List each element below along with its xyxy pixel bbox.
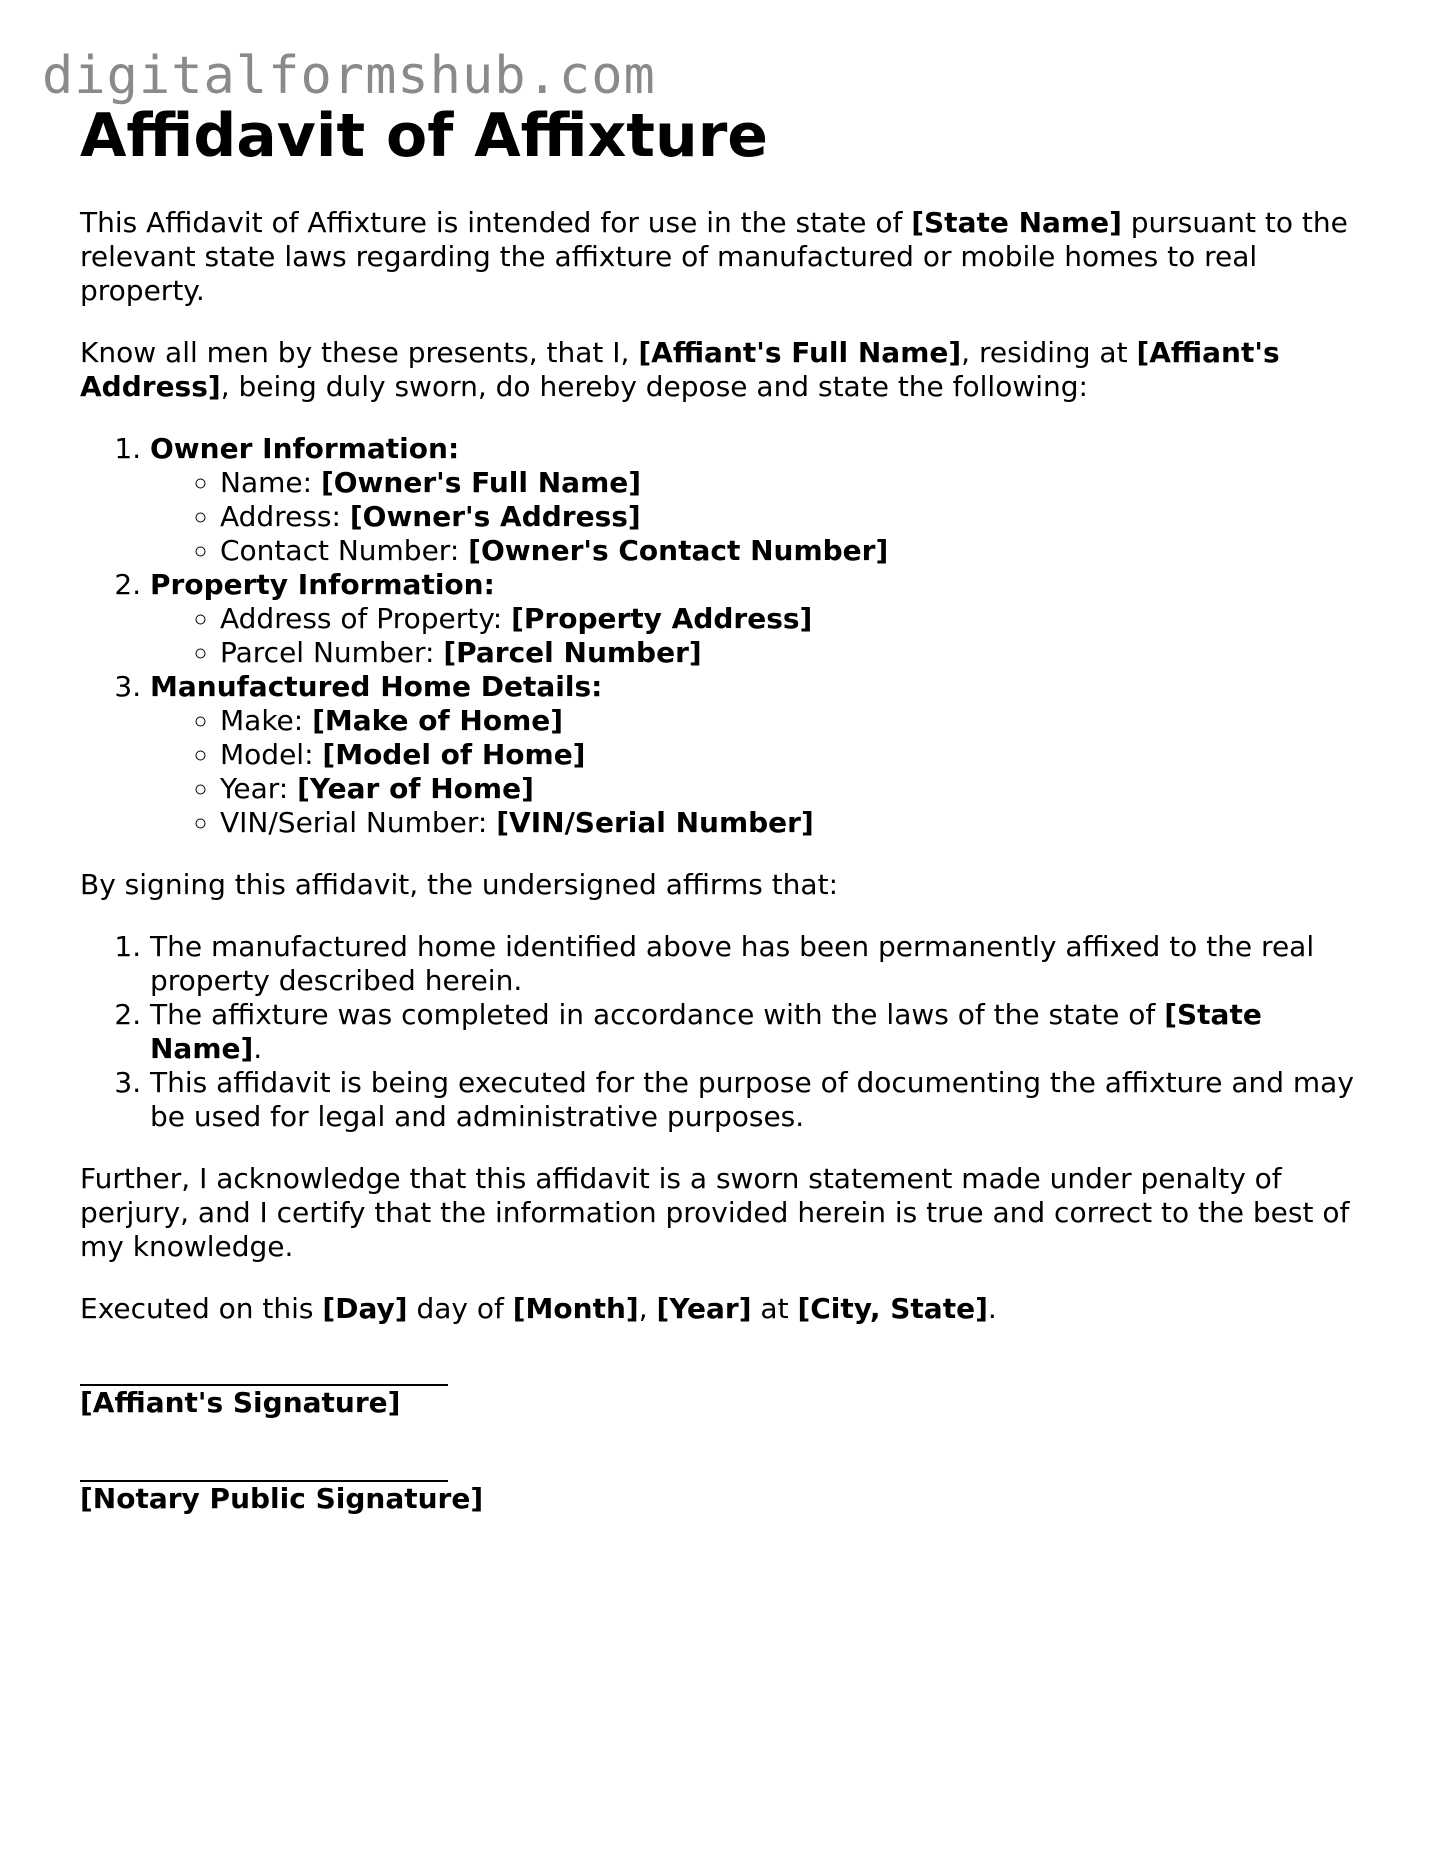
executed-paragraph xyxy=(80,1292,1360,1326)
month-field: [Month] xyxy=(512,1292,639,1325)
details-list xyxy=(80,432,1360,840)
list-item xyxy=(220,636,1360,670)
notary-signature-label: [Notary Public Signature] xyxy=(80,1482,484,1515)
watermark: digitalformshub.com xyxy=(42,46,656,106)
executed-text: day of xyxy=(407,1292,513,1325)
list-item xyxy=(150,432,1360,568)
declaration-text-after: , being duly sworn, do hereby depose and state the following: xyxy=(220,370,1088,403)
list-item xyxy=(220,738,1360,772)
executed-text: at xyxy=(751,1292,798,1325)
field-label: Address of Property: xyxy=(220,602,512,635)
owner-contact-field: [Owner's Contact Number] xyxy=(468,534,889,567)
property-address-field: [Property Address] xyxy=(511,602,813,635)
list-item xyxy=(220,806,1360,840)
home-make-field: [Make of Home] xyxy=(312,704,564,737)
list-item xyxy=(220,704,1360,738)
list-item xyxy=(220,500,1360,534)
intro-text-before: This Affidavit of Affixture is intended for use in the state of xyxy=(80,206,912,239)
list-item xyxy=(220,466,1360,500)
owner-address-field: [Owner's Address] xyxy=(349,500,641,533)
property-information-list xyxy=(150,602,1360,670)
owner-information-heading: Owner Information: xyxy=(150,432,460,465)
field-label: Model: xyxy=(220,738,323,771)
state-name-field: [State Name] xyxy=(150,998,1262,1065)
intro-text-after: pursuant to the relevant state laws regarding the affixture of manufactured or mobile homes to real property. xyxy=(80,206,1348,307)
list-item xyxy=(220,772,1360,806)
executed-text: , xyxy=(638,1292,657,1325)
city-state-field: [City, State] xyxy=(797,1292,988,1325)
list-item: 1. The manufactured home identified above has been permanently affixed to the real property described herein. xyxy=(150,930,1360,998)
further-paragraph: Further, I acknowledge that this affidavit is a sworn statement made under penalty of perjury, and I certify that the information provided herein is true and correct to the best of my knowledge. xyxy=(80,1162,1350,1263)
home-year-field: [Year of Home] xyxy=(297,772,534,805)
affiant-signature-line xyxy=(80,1354,448,1386)
home-model-field: [Model of Home] xyxy=(322,738,586,771)
owner-information-list xyxy=(150,466,1360,568)
affiant-name-field: [Affiant's Full Name] xyxy=(638,336,962,369)
executed-text: . xyxy=(987,1292,997,1325)
declaration-paragraph xyxy=(80,336,1360,404)
notary-signature-block xyxy=(80,1450,1360,1516)
field-label: Parcel Number: xyxy=(220,636,444,669)
declaration-text-before: Know all men by these presents, that I, xyxy=(80,336,639,369)
list-item xyxy=(220,534,1360,568)
vin-serial-field: [VIN/Serial Number] xyxy=(496,806,814,839)
affiant-signature-label: [Affiant's Signature] xyxy=(80,1386,401,1419)
field-label: Name: xyxy=(220,466,321,499)
field-label: Year: xyxy=(220,772,298,805)
intro-paragraph xyxy=(80,206,1360,308)
declaration-text-middle: , residing at xyxy=(961,336,1137,369)
home-details-heading: Manufactured Home Details: xyxy=(150,670,603,703)
parcel-number-field: [Parcel Number] xyxy=(443,636,702,669)
affirmations-list xyxy=(80,930,1360,1134)
signing-intro: By signing this affidavit, the undersigned affirms that: xyxy=(80,868,838,901)
year-field: [Year] xyxy=(656,1292,752,1325)
affirmation-text-after: . xyxy=(253,1032,263,1065)
executed-text: Executed on this xyxy=(80,1292,323,1325)
state-name-field: [State Name] xyxy=(911,206,1122,239)
home-details-list xyxy=(150,704,1360,840)
list-item xyxy=(150,568,1360,670)
list-item xyxy=(150,998,1360,1066)
day-field: [Day] xyxy=(322,1292,408,1325)
owner-name-field: [Owner's Full Name] xyxy=(320,466,642,499)
list-item xyxy=(220,602,1360,636)
field-label: Contact Number: xyxy=(220,534,469,567)
affirmation-text-before: The affixture was completed in accordance with the laws of the state of xyxy=(150,998,1165,1031)
field-label: Address: xyxy=(220,500,350,533)
list-item: 3. This affidavit is being executed for the purpose of documenting the affixture and may be used for legal and administrative purposes. xyxy=(150,1066,1360,1134)
document-body xyxy=(80,100,1360,1516)
document-title: Affidavit of Affixture xyxy=(80,101,768,171)
field-label: VIN/Serial Number: xyxy=(220,806,497,839)
property-information-heading: Property Information: xyxy=(150,568,495,601)
list-item xyxy=(150,670,1360,840)
affiant-address-field: [Affiant's Address] xyxy=(80,336,1280,403)
affiant-signature-block xyxy=(80,1354,1360,1420)
notary-signature-line xyxy=(80,1450,448,1482)
field-label: Make: xyxy=(220,704,313,737)
